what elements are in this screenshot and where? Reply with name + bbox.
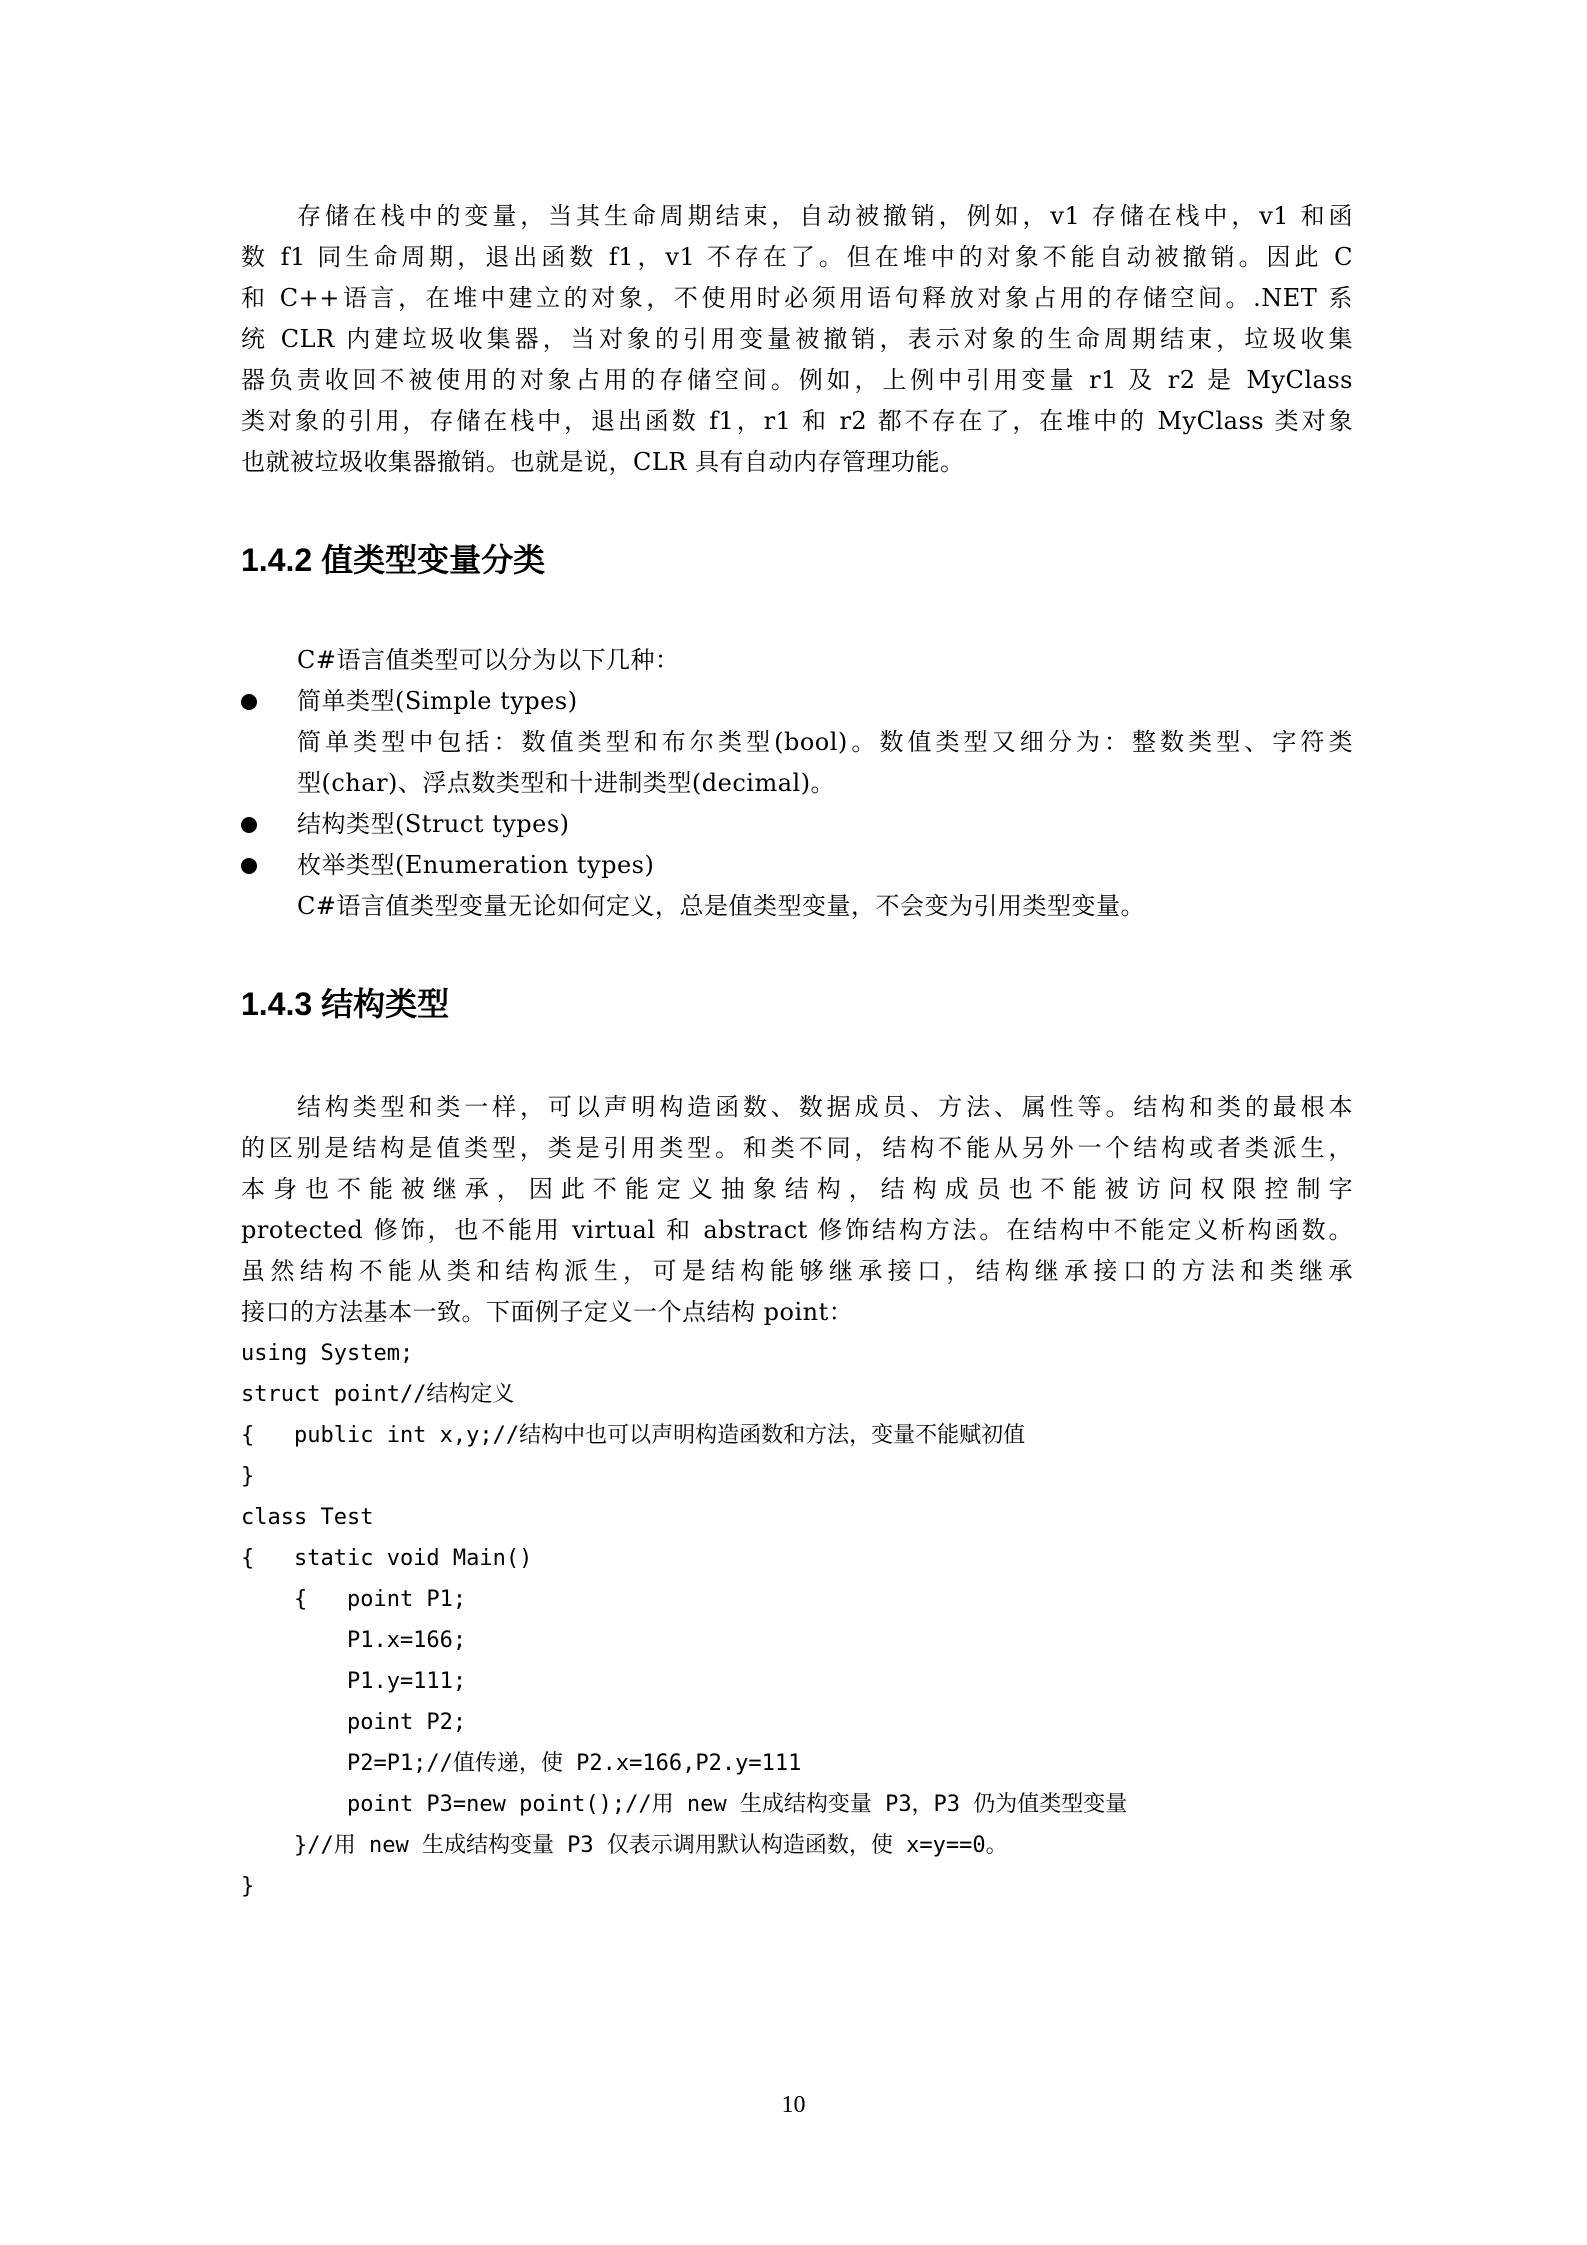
code-line: P2=P1;//值传递，使 P2.x=166,P2.y=111 (241, 1751, 802, 1776)
paragraph-line: 数 f1 同生命周期，退出函数 f1，v1 不存在了。但在堆中的对象不能自动被撤销。因此 C (241, 243, 1353, 271)
code-line: }//用 new 生成结构变量 P3 仅表示调用默认构造函数，使 x=y==0。 (241, 1833, 1008, 1858)
code-line: using System; (241, 1341, 414, 1366)
bullet-icon (241, 694, 257, 710)
list-intro: C#语言值类型可以分为以下几种： (297, 646, 680, 674)
code-line: point P3=new point();//用 new 生成结构变量 P3，P3 仍为值类型变量 (241, 1792, 1128, 1817)
paragraph-line: 和 C++语言，在堆中建立的对象，不使用时必须用语句释放对象占用的存储空间。.NET 系 (241, 284, 1353, 312)
list-item-label: 简单类型(Simple types) (297, 687, 578, 715)
code-line: } (241, 1464, 255, 1489)
bullet-icon (241, 817, 257, 833)
list-item-label: 结构类型(Struct types) (297, 810, 570, 838)
paragraph-line: 本身也不能被继承，因此不能定义抽象结构，结构成员也不能被访问权限控制字 (241, 1175, 1353, 1203)
paragraph-line: 统 CLR 内建垃圾收集器，当对象的引用变量被撤销，表示对象的生命周期结束，垃圾收集 (241, 325, 1353, 353)
list-item-label: 枚举类型(Enumeration types) (297, 851, 655, 879)
paragraph-line: 的区别是结构是值类型，类是引用类型。和类不同，结构不能从另外一个结构或者类派生， (241, 1134, 1353, 1162)
page-number: 10 (781, 2092, 806, 2118)
list-item-detail: 型(char)、浮点数类型和十进制类型(decimal)。 (297, 769, 836, 797)
code-line: { static void Main() (241, 1546, 533, 1571)
paragraph-line: 虽然结构不能从类和结构派生，可是结构能够继承接口，结构继承接口的方法和类继承 (241, 1257, 1353, 1285)
paragraph-line: 结构类型和类一样，可以声明构造函数、数据成员、方法、属性等。结构和类的最根本 (297, 1093, 1353, 1121)
paragraph-line: 存储在栈中的变量，当其生命周期结束，自动被撤销，例如，v1 存储在栈中，v1 和函 (297, 202, 1353, 230)
paragraph-line: 类对象的引用，存储在栈中，退出函数 f1，r1 和 r2 都不存在了，在堆中的 MyClass 类对象 (241, 407, 1353, 435)
bullet-icon (241, 858, 257, 874)
code-line: P1.y=111; (241, 1669, 467, 1694)
paragraph-line: 接口的方法基本一致。下面例子定义一个点结构 point： (241, 1298, 854, 1326)
code-line: struct point//结构定义 (241, 1382, 515, 1407)
code-line: } (241, 1874, 255, 1899)
paragraph-line: protected 修饰，也不能用 virtual 和 abstract 修饰结构方法。在结构中不能定义析构函数。 (241, 1216, 1353, 1244)
list-item-detail: 简单类型中包括：数值类型和布尔类型(bool)。数值类型又细分为：整数类型、字符类 (297, 728, 1353, 756)
section-heading-1-4-2: 1.4.2 值类型变量分类 (241, 542, 546, 578)
code-line: class Test (241, 1505, 374, 1530)
conclusion-text: C#语言值类型变量无论如何定义，总是值类型变量，不会变为引用类型变量。 (297, 892, 1145, 920)
code-line: P1.x=166; (241, 1628, 467, 1653)
code-line: point P2; (241, 1710, 467, 1735)
section-heading-1-4-3: 1.4.3 结构类型 (241, 986, 450, 1022)
code-line: { point P1; (241, 1587, 467, 1612)
paragraph-line: 器负责收回不被使用的对象占用的存储空间。例如，上例中引用变量 r1 及 r2 是 MyClass (241, 366, 1353, 394)
code-line: { public int x,y;//结构中也可以声明构造函数和方法，变量不能赋初值 (241, 1423, 1026, 1448)
paragraph-line: 也就被垃圾收集器撤销。也就是说，CLR 具有自动内存管理功能。 (241, 448, 965, 476)
